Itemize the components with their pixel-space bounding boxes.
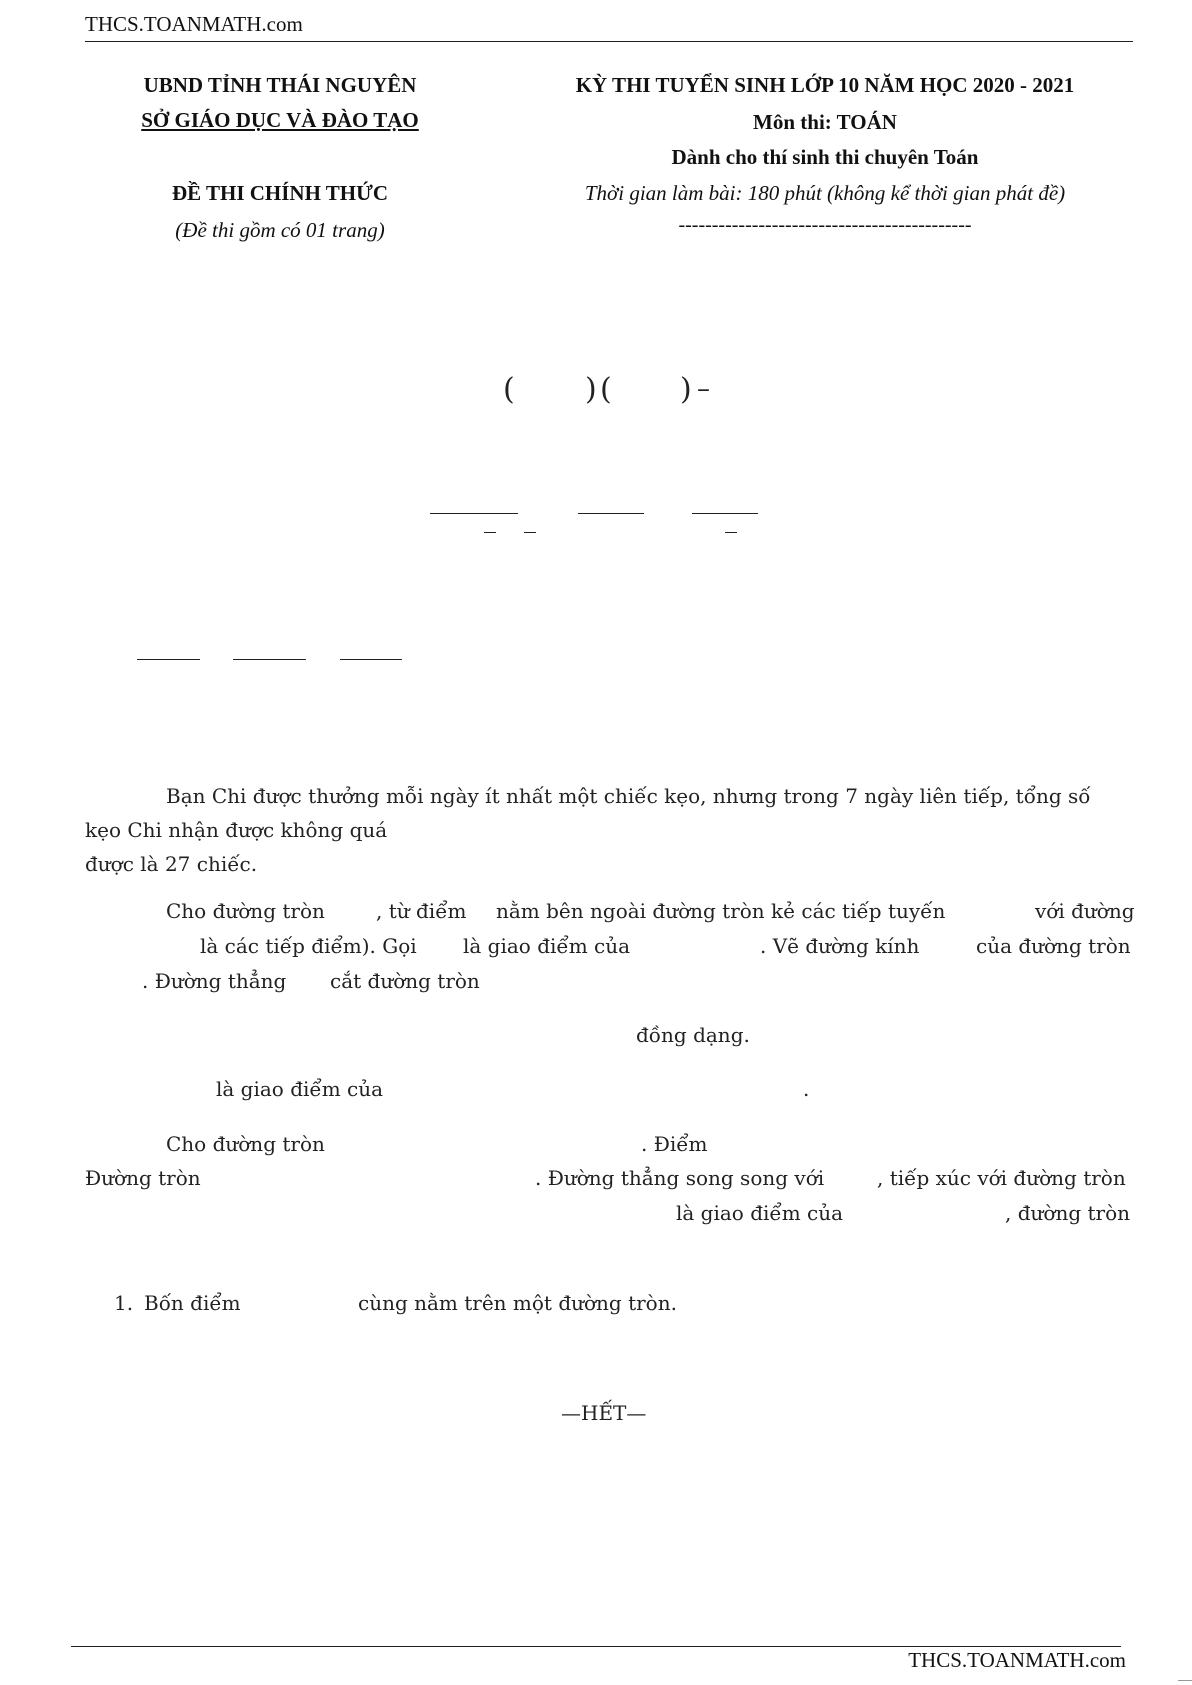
- geo1-line1-c: nằm bên ngoài đường tròn kẻ các tiếp tuyến: [496, 899, 946, 923]
- fraction-bar-2: [578, 513, 644, 514]
- page-edge-mark: [1178, 1680, 1192, 1681]
- geo1-line2-c: . Vẽ đường kính: [760, 934, 920, 958]
- geo1-line2-b: là giao điểm của: [463, 934, 631, 958]
- official-exam-label: ĐỀ THI CHÍNH THỨC: [171, 181, 389, 205]
- formula-paren-open-1: (: [503, 372, 515, 407]
- header-divider: [85, 41, 1133, 42]
- geo1-line2-d: của đường tròn: [976, 934, 1131, 958]
- geo1-line5-b: .: [803, 1077, 810, 1101]
- geo2-line3-a: là giao điểm của: [676, 1201, 844, 1225]
- geo2-line3-b: , đường tròn: [1005, 1201, 1130, 1225]
- geo1-line4: đồng dạng.: [636, 1023, 750, 1047]
- geo2-line1-b: . Điểm: [641, 1132, 708, 1156]
- minus-sign-3: [725, 532, 737, 533]
- exam-subject: Môn thi: TOÁN: [753, 110, 897, 134]
- header-dashes: --------------------------------------------: [678, 214, 972, 236]
- page-count-note: (Đề thi gồm có 01 trang): [175, 218, 385, 242]
- exam-duration: Thời gian làm bài: 180 phút (không kể thời gian phát đề): [584, 181, 1066, 205]
- geo2-line1-a: Cho đường tròn: [166, 1132, 325, 1156]
- minus-sign-2: [524, 532, 536, 533]
- exam-audience: Dành cho thí sinh thi chuyên Toán: [671, 145, 979, 169]
- geo2-item1-a: Bốn điểm: [144, 1291, 241, 1315]
- geo1-line1-a: Cho đường tròn: [166, 899, 325, 923]
- minus-sign-1: [484, 532, 496, 533]
- formula-minus: –: [697, 374, 710, 404]
- formula-paren-close-2: ): [680, 372, 692, 407]
- geo2-line2-a: Đường tròn: [85, 1166, 201, 1190]
- geo1-line3-a: . Đường thẳng: [142, 969, 287, 993]
- formula-paren-open-2: (: [600, 372, 612, 407]
- geo1-line3-b: cắt đường tròn: [330, 969, 480, 993]
- site-watermark-top: THCS.TOANMATH.com: [85, 12, 303, 36]
- end-of-exam-mark: —HẾT—: [561, 1401, 647, 1425]
- geo2-line2-b: . Đường thẳng song song với: [535, 1166, 825, 1190]
- fraction-bar-4: [137, 659, 200, 660]
- geo2-item1-number: 1.: [114, 1291, 134, 1315]
- geo1-line2-a: là các tiếp điểm). Gọi: [200, 934, 417, 958]
- candy-problem-line-3: được là 27 chiếc.: [85, 852, 258, 876]
- geo1-line1-d: với đường: [1035, 899, 1135, 923]
- exam-title: KỲ THI TUYỂN SINH LỚP 10 NĂM HỌC 2020 - 2021: [575, 73, 1075, 97]
- formula-paren-close-1: ): [585, 372, 597, 407]
- geo2-line2-c: , tiếp xúc với đường tròn: [877, 1166, 1126, 1190]
- issuer-province: UBND TỈNH THÁI NGUYÊN: [143, 73, 417, 97]
- geo1-line5-a: là giao điểm của: [216, 1077, 384, 1101]
- issuer-department: SỞ GIÁO DỤC VÀ ĐÀO TẠO: [141, 108, 419, 132]
- site-watermark-bottom: THCS.TOANMATH.com: [908, 1648, 1126, 1672]
- fraction-bar-5: [233, 659, 306, 660]
- fraction-bar-1: [430, 513, 518, 514]
- candy-problem-line-2: kẹo Chi nhận được không quá: [85, 818, 388, 842]
- fraction-bar-3: [692, 513, 758, 514]
- candy-problem-line-1: Bạn Chi được thưởng mỗi ngày ít nhất một chiếc kẹo, nhưng trong 7 ngày liên tiếp, tổng số: [166, 784, 1091, 808]
- geo1-line1-b: , từ điểm: [376, 899, 467, 923]
- geo2-item1-b: cùng nằm trên một đường tròn.: [358, 1291, 677, 1315]
- footer-divider: [71, 1646, 1121, 1647]
- fraction-bar-6: [340, 659, 402, 660]
